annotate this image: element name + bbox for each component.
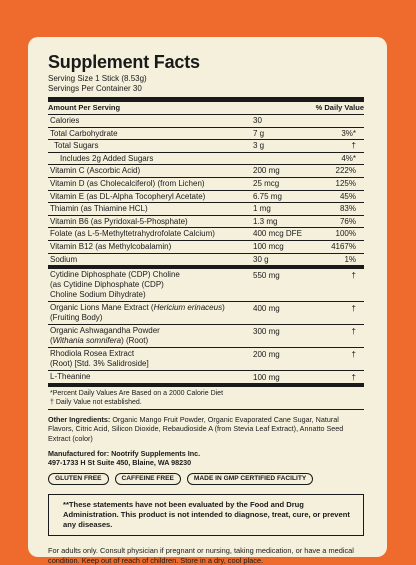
botanical-name: Organic Lions Mane Extract (Hericium erinaceus) (Fruiting Body) xyxy=(50,303,225,323)
botanical-name: L-Theanine xyxy=(50,372,91,382)
botanical-amount: 200 mg xyxy=(253,350,280,360)
header-amount: Amount Per Serving xyxy=(48,103,121,112)
botanical-amount: 550 mg xyxy=(253,271,280,281)
manufacturer-line1: Manufactured for: Nootrify Supplements Inc. xyxy=(48,448,201,458)
nutrient-daily-value: 125% xyxy=(335,178,356,188)
botanical-daily-value: † xyxy=(351,271,356,281)
badge-gmp: MADE IN GMP CERTIFIED FACILITY xyxy=(187,473,313,485)
nutrient-row xyxy=(48,153,364,166)
botanical-name: Rhodiola Rosea Extract (Root) [Std. 3% Salidroside] xyxy=(50,349,149,369)
botanical-daily-value: † xyxy=(351,327,356,337)
nutrient-name: Total Carbohydrate xyxy=(50,128,118,138)
nutrient-daily-value: 83% xyxy=(339,204,356,214)
nutrient-daily-value: 4167% xyxy=(331,241,356,251)
botanical-row xyxy=(48,302,364,325)
nutrient-amount: 25 mcg xyxy=(253,178,280,188)
nutrient-amount: 30 xyxy=(253,116,262,125)
botanical-daily-value: † xyxy=(351,350,356,360)
nutrient-row xyxy=(48,216,364,229)
botanical-amount: 100 mg xyxy=(253,373,280,383)
supplement-facts xyxy=(48,52,364,565)
other-ingredients-text: Organic Mango Fruit Powder, Organic Evaporated Cane Sugar, Natural Flavors, Citric Acid, Silicon Dioxide, Rebaudioside A (from Stevia Leaf Extract), Annatto Seed Extract (color) xyxy=(48,415,344,443)
serving-size: Serving Size 1 Stick (8.53g) xyxy=(48,74,147,83)
nutrient-daily-value: † xyxy=(351,141,356,151)
nutrient-daily-value: 100% xyxy=(335,229,356,239)
botanical-name: Organic Ashwagandha Powder (Withania somnifera) (Root) xyxy=(50,326,160,346)
nutrient-row xyxy=(48,203,364,216)
nutrient-row xyxy=(48,178,364,191)
nutrient-daily-value: 3%* xyxy=(341,128,356,138)
nutrient-amount: 30 g xyxy=(253,254,269,264)
nutrient-amount: 6.75 mg xyxy=(253,191,282,201)
nutrient-name: Calories xyxy=(50,116,80,125)
facts-title: Supplement Facts xyxy=(48,52,200,72)
nutrient-row xyxy=(48,165,364,178)
nutrient-row xyxy=(48,228,364,241)
header-daily-value: % Daily Value xyxy=(315,103,364,112)
nutrient-row xyxy=(48,140,364,153)
nutrient-amount: 400 mcg DFE xyxy=(253,229,302,239)
nutrient-amount: 7 g xyxy=(253,128,265,138)
nutrient-name: Vitamin E (as DL-Alpha Tocopheryl Acetate) xyxy=(50,191,206,201)
nutrient-daily-value: 4%* xyxy=(341,153,356,163)
botanical-daily-value: † xyxy=(351,373,356,383)
nutrient-name: Includes 2g Added Sugars xyxy=(60,153,154,163)
nutrient-name: Vitamin C (Ascorbic Acid) xyxy=(50,166,141,176)
servings-per-container: Servings Per Container 30 xyxy=(48,84,142,93)
other-ingredients-label: Other Ingredients: xyxy=(48,415,111,425)
nutrient-row xyxy=(48,254,364,267)
nutrient-name: Vitamin D (as Cholecalciferol) (from Lichen) xyxy=(50,178,205,188)
nutrient-name: Vitamin B12 (as Methylcobalamin) xyxy=(50,241,172,251)
certification-badges xyxy=(48,473,364,485)
nutrient-name: Sodium xyxy=(50,254,78,264)
nutrient-daily-value: 1% xyxy=(344,254,356,264)
nutrient-name: Thiamin (as Thiamine HCL) xyxy=(50,204,148,214)
footnote-dv: *Percent Daily Values Are Based on a 2000 Calorie Diet xyxy=(50,390,224,398)
other-ingredients xyxy=(48,415,364,443)
divider-footnote xyxy=(48,409,364,410)
badge-caffeine-free: CAFFEINE FREE xyxy=(115,473,181,485)
botanical-daily-value: † xyxy=(351,304,356,314)
label-panel xyxy=(28,37,387,565)
nutrient-amount: 200 mg xyxy=(253,166,280,176)
botanical-row xyxy=(48,371,364,384)
badge-gluten-free: GLUTEN FREE xyxy=(48,473,109,485)
nutrient-name: Total Sugars xyxy=(54,141,99,151)
nutrient-amount: 100 mcg xyxy=(253,241,284,251)
nutrient-row xyxy=(48,241,364,254)
footnote-dagger: † Daily Value not established. xyxy=(50,399,142,407)
nutrient-list xyxy=(48,115,364,266)
nutrient-row xyxy=(48,128,364,141)
botanical-amount: 400 mg xyxy=(253,304,280,314)
botanical-list xyxy=(48,269,364,384)
nutrient-daily-value: 222% xyxy=(335,166,356,176)
facts-header xyxy=(48,102,364,115)
nutrient-name: Folate (as L-5-Methyltetrahydrofolate Calcium) xyxy=(50,229,215,239)
nutrient-amount: 3 g xyxy=(253,141,265,151)
botanical-amount: 300 mg xyxy=(253,327,280,337)
botanical-row xyxy=(48,325,364,348)
botanical-name: Cytidine Diphosphate (CDP) Choline (as Cytidine Diphosphate (CDP) Choline Sodium Dihydrate) xyxy=(50,270,180,300)
nutrient-daily-value: 76% xyxy=(339,216,356,226)
nutrient-row xyxy=(48,191,364,204)
fda-disclaimer: **These statements have not been evaluated by the Food and Drug Administration. This product is not intended to diagnose, treat, cure, or prevent any diseases. xyxy=(48,494,364,536)
usage-warning: For adults only. Consult physician if pregnant or nursing, taking medication, or have a medical condition. Keep out of reach of children. Store in a dry, cool place. xyxy=(48,546,354,565)
nutrient-row xyxy=(48,115,364,128)
manufacturer-info xyxy=(48,449,364,467)
nutrient-daily-value: 45% xyxy=(339,191,356,201)
botanical-row xyxy=(48,348,364,371)
botanical-row xyxy=(48,269,364,302)
manufacturer-address: 497-1733 H St Suite 450, Blaine, WA 98230 xyxy=(48,457,192,467)
nutrient-name: Vitamin B6 (as Pyridoxal-5-Phosphate) xyxy=(50,216,188,226)
nutrient-amount: 1.3 mg xyxy=(253,216,278,226)
nutrient-amount: 1 mg xyxy=(253,204,271,214)
